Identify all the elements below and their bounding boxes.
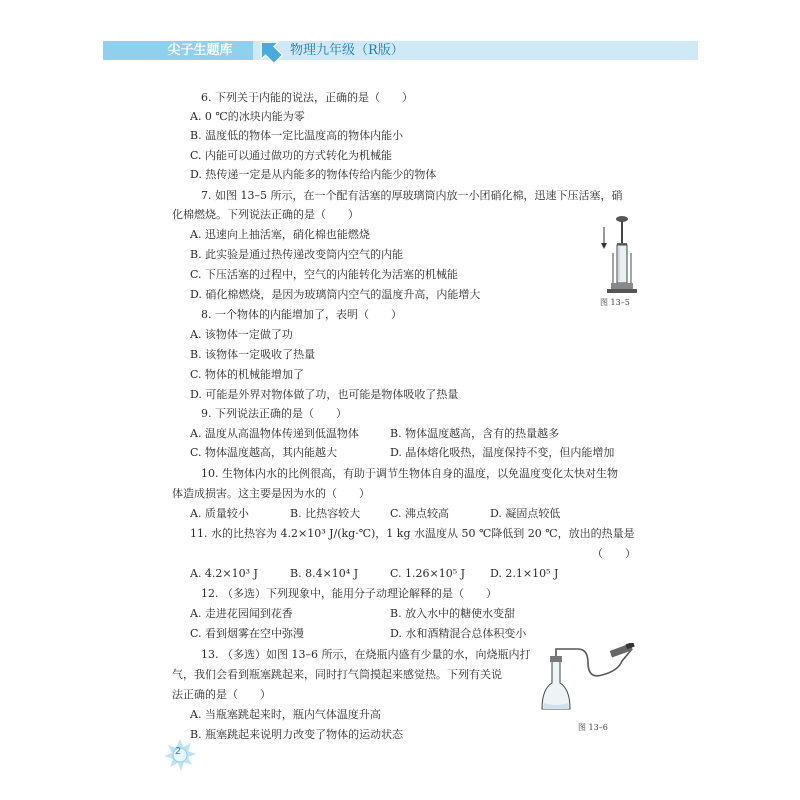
- header-brand: 尖子生题库: [167, 43, 233, 58]
- q13-stem-line1: 13. （多选）如图 13–6 所示，在烧瓶内盛有少量的水，向烧瓶内打: [201, 648, 531, 661]
- q7-stem-line2: 化棉燃烧。下列说法正确的是（ ）: [172, 208, 359, 221]
- q12-option-b: B. 放入水中的糖使水变甜: [390, 607, 516, 620]
- figure-13-5-caption: 图 13–5: [600, 298, 630, 307]
- q13-option-b: B. 瓶塞跳起来说明力改变了物体的运动状态: [190, 728, 404, 741]
- piston-cylinder-figure: [597, 213, 639, 295]
- q10-option-c: C. 沸点较高: [390, 507, 450, 520]
- q6-option-a: A. 0 ℃的冰块内能为零: [190, 110, 305, 123]
- q11-option-d: D. 2.1×10⁵ J: [490, 567, 559, 580]
- page-number: 2: [174, 746, 182, 757]
- q6-stem: 6. 下列关于内能的说法，正确的是（ ）: [201, 91, 413, 104]
- q13-option-a: A. 当瓶塞跳起来时，瓶内气体温度升高: [190, 708, 381, 721]
- q6-option-d: D. 热传递一定是从内能多的物体传给内能少的物体: [190, 168, 437, 181]
- q8-option-d: D. 可能是外界对物体做了功，也可能是物体吸收了热量: [190, 388, 459, 401]
- q11-answer-bracket: （ ）: [592, 547, 636, 560]
- q8-option-a: A. 该物体一定做了功: [190, 328, 293, 341]
- q11-option-b: B. 8.4×10⁴ J: [290, 567, 359, 580]
- q12-stem: 12. （多选）下列现象中，能用分子动理论解释的是（ ）: [201, 587, 497, 600]
- figure-13-6-caption: 图 13–6: [578, 723, 608, 732]
- q7-option-d: D. 硝化棉燃烧，是因为玻璃筒内空气的温度升高，内能增大: [190, 288, 481, 301]
- q10-option-a: A. 质量较小: [190, 507, 249, 520]
- q13-stem-line3: 法正确的是（ ）: [172, 688, 271, 701]
- q11-option-a: A. 4.2×10³ J: [190, 567, 258, 580]
- header-subject: 物理九年级（R版）: [290, 43, 404, 58]
- q11-stem: 11. 水的比热容为 4.2×10³ J/(kg·℃)，1 kg 水温度从 50 ℃降低到 20 ℃，放出的热量是: [190, 527, 635, 540]
- q9-option-a: A. 温度从高温物体传递到低温物体: [190, 427, 359, 440]
- q12-option-a: A. 走进花园闻到花香: [190, 607, 293, 620]
- q6-option-c: C. 内能可以通过做功的方式转化为机械能: [190, 149, 393, 162]
- q10-option-d: D. 凝固点较低: [490, 507, 561, 520]
- q11-option-c: C. 1.26×10⁵ J: [390, 567, 466, 580]
- q12-option-d: D. 水和酒精混合总体积变小: [390, 627, 527, 640]
- q7-stem-line1: 7. 如图 13–5 所示，在一个配有活塞的厚玻璃筒内放一小团硝化棉，迅速下压活塞，硝: [201, 189, 623, 202]
- q8-option-b: B. 该物体一定吸收了热量: [190, 348, 316, 361]
- q6-option-b: B. 温度低的物体一定比温度高的物体内能小: [190, 129, 404, 142]
- q7-option-c: C. 下压活塞的过程中，空气的内能转化为活塞的机械能: [190, 268, 459, 281]
- q9-stem: 9. 下列说法正确的是（ ）: [201, 407, 347, 420]
- q7-option-b: B. 此实验是通过热传递改变筒内空气的内能: [190, 248, 404, 261]
- q7-option-a: A. 迅速向上抽活塞，硝化棉也能燃烧: [190, 228, 370, 241]
- arrow-icon: [254, 36, 284, 64]
- q9-option-d: D. 晶体熔化吸热，温度保持不变，但内能增加: [390, 446, 615, 459]
- q10-stem-line2: 体造成损害。这主要是因为水的（ ）: [172, 487, 370, 500]
- q10-stem-line1: 10. 生物体内水的比例很高，有助于调节生物体自身的温度，以免温度变化太快对生物: [201, 467, 618, 480]
- q13-stem-line2: 气，我们会看到瓶塞跳起来，同时打气筒摸起来感觉热。下列有关说: [172, 668, 502, 681]
- q12-option-c: C. 看到烟雾在空中弥漫: [190, 627, 305, 640]
- q9-option-c: C. 物体温度越高，其内能越大: [190, 446, 338, 459]
- q9-option-b: B. 物体温度越高，含有的热量越多: [390, 427, 560, 440]
- q10-option-b: B. 比热容较大: [290, 507, 361, 520]
- q8-stem: 8. 一个物体的内能增加了，表明（ ）: [201, 308, 402, 321]
- flask-pump-figure: [538, 643, 636, 713]
- q8-option-c: C. 物体的机械能增加了: [190, 368, 305, 381]
